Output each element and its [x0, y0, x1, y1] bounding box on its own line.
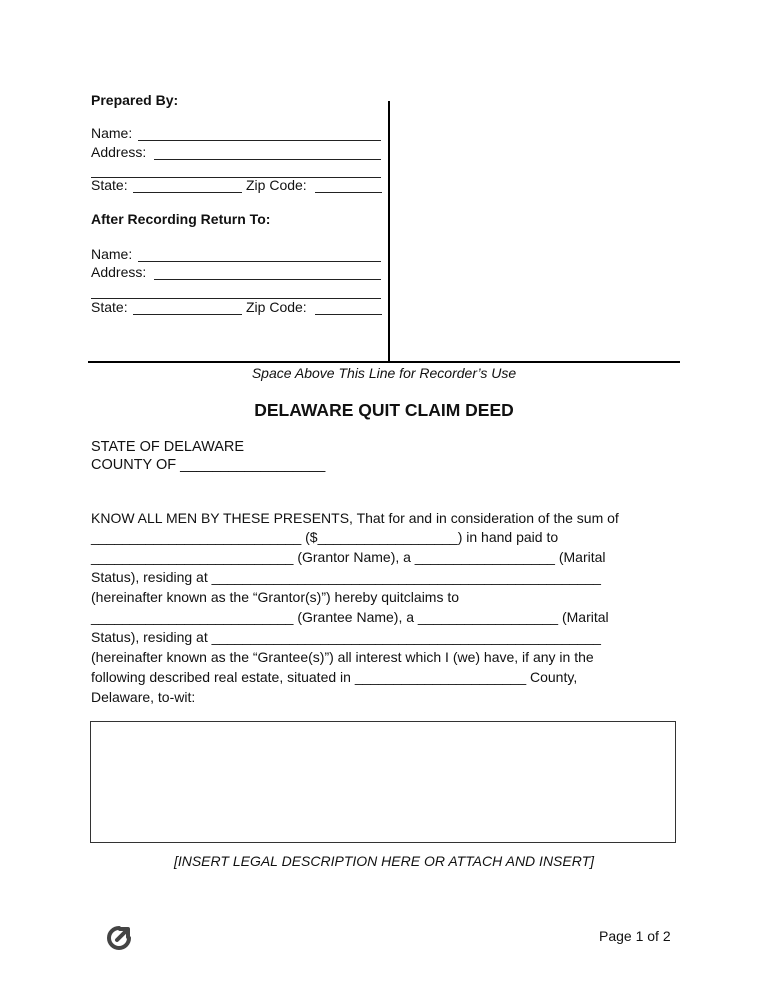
recorder-note: Space Above This Line for Recorder’s Use: [251, 365, 517, 381]
body-line-9[interactable]: following described real estate, situated in ______________________ County,: [91, 669, 578, 685]
body-line-6[interactable]: __________________________ (Grantee Name), a __________________ (Marital: [91, 609, 609, 625]
state-line: STATE OF DELAWARE: [91, 439, 245, 455]
body-line-1: KNOW ALL MEN BY THESE PRESENTS, That for and in consideration of the sum of: [91, 510, 619, 526]
return-address-label: Address:: [91, 264, 147, 280]
prepared-name-field[interactable]: [138, 140, 381, 141]
body-line-7[interactable]: Status), residing at __________________________________________________: [91, 629, 601, 645]
recorder-vertical-divider: [388, 101, 390, 362]
prepared-state-field[interactable]: [133, 192, 242, 193]
body-line-4[interactable]: Status), residing at __________________________________________________: [91, 569, 601, 585]
return-address-line2-field[interactable]: [91, 298, 381, 299]
legal-description-note: [INSERT LEGAL DESCRIPTION HERE OR ATTACH AND INSERT]: [173, 853, 595, 869]
body-line-2[interactable]: ___________________________ ($__________________) in hand paid to: [91, 529, 559, 545]
return-zip-field[interactable]: [315, 314, 382, 315]
prepared-address-field[interactable]: [154, 159, 381, 160]
return-to-heading: After Recording Return To:: [91, 211, 271, 227]
prepared-name-label: Name:: [91, 125, 133, 141]
document-title: DELAWARE QUIT CLAIM DEED: [254, 400, 514, 420]
return-state-label: State:: [91, 299, 128, 315]
prepared-by-heading: Prepared By:: [91, 92, 179, 108]
body-line-10: Delaware, to-wit:: [91, 689, 196, 705]
arrow-logo-icon: [105, 924, 133, 952]
prepared-zip-label: Zip Code:: [246, 177, 307, 193]
recorder-horizontal-divider: [88, 361, 680, 363]
return-zip-label: Zip Code:: [246, 299, 307, 315]
prepared-state-label: State:: [91, 177, 128, 193]
county-line[interactable]: COUNTY OF __________________: [91, 457, 326, 473]
body-line-8: (hereinafter known as the “Grantee(s)”) all interest which I (we) have, if any in the: [91, 649, 594, 665]
return-state-field[interactable]: [133, 314, 242, 315]
body-line-3[interactable]: __________________________ (Grantor Name), a __________________ (Marital: [91, 549, 606, 565]
body-line-5: (hereinafter known as the “Grantor(s)”) hereby quitclaims to: [91, 589, 460, 605]
prepared-address-line2-field[interactable]: [91, 177, 381, 178]
legal-description-box[interactable]: [90, 721, 676, 843]
return-name-label: Name:: [91, 246, 133, 262]
prepared-zip-field[interactable]: [315, 192, 382, 193]
prepared-address-label: Address:: [91, 144, 147, 160]
return-name-field[interactable]: [138, 261, 381, 262]
page-number: Page 1 of 2: [599, 928, 671, 944]
return-address-field[interactable]: [154, 279, 381, 280]
